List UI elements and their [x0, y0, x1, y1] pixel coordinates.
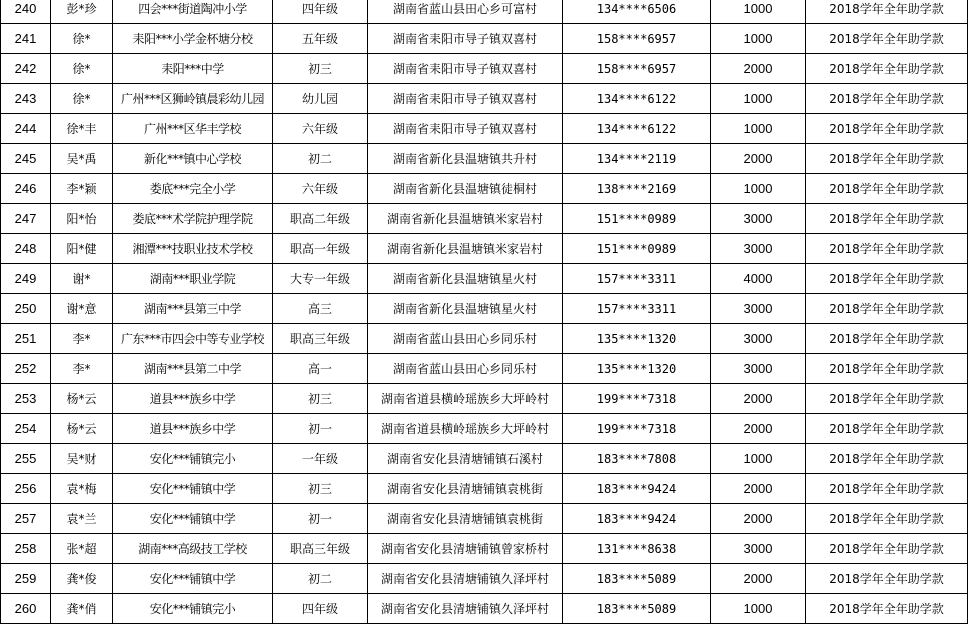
table-row — [1, 114, 968, 144]
cell-student-name: 龚*俊 — [51, 564, 113, 594]
cell-serial-number: 250 — [1, 294, 51, 324]
cell-grade: 大专一年级 — [273, 264, 368, 294]
cell-school: 耒阳***小学金杯塘分校 — [113, 24, 273, 54]
cell-home-address: 湖南省新化县温塘镇星火村 — [368, 264, 563, 294]
cell-serial-number: 249 — [1, 264, 51, 294]
cell-school: 湖南***县第二中学 — [113, 354, 273, 384]
cell-note: 2018学年全年助学款 — [806, 144, 968, 174]
cell-grade: 六年级 — [273, 114, 368, 144]
cell-grade: 六年级 — [273, 174, 368, 204]
cell-home-address: 湖南省蓝山县田心乡同乐村 — [368, 354, 563, 384]
cell-note: 2018学年全年助学款 — [806, 234, 968, 264]
cell-phone: 158****6957 — [563, 24, 711, 54]
cell-school: 湖南***职业学院 — [113, 264, 273, 294]
cell-phone: 183****9424 — [563, 474, 711, 504]
table-row — [1, 504, 968, 534]
cell-student-name: 张*超 — [51, 534, 113, 564]
cell-home-address: 湖南省新化县温塘镇徒桐村 — [368, 174, 563, 204]
cell-amount: 3000 — [711, 324, 806, 354]
table-row — [1, 564, 968, 594]
cell-grade: 幼儿园 — [273, 84, 368, 114]
cell-note: 2018学年全年助学款 — [806, 204, 968, 234]
cell-serial-number: 255 — [1, 444, 51, 474]
cell-home-address: 湖南省新化县温塘镇共升村 — [368, 144, 563, 174]
cell-school: 娄底***术学院护理学院 — [113, 204, 273, 234]
table-row — [1, 294, 968, 324]
cell-serial-number: 240 — [1, 0, 51, 24]
cell-grade: 四年级 — [273, 594, 368, 624]
cell-amount: 2000 — [711, 144, 806, 174]
cell-note: 2018学年全年助学款 — [806, 0, 968, 24]
cell-grade: 一年级 — [273, 444, 368, 474]
cell-home-address: 湖南省蓝山县田心乡可富村 — [368, 0, 563, 24]
cell-grade: 初二 — [273, 564, 368, 594]
cell-school: 湘潭***技职业技术学校 — [113, 234, 273, 264]
cell-serial-number: 246 — [1, 174, 51, 204]
cell-serial-number: 243 — [1, 84, 51, 114]
cell-amount: 1000 — [711, 594, 806, 624]
table-row — [1, 0, 968, 24]
cell-school: 娄底***完全小学 — [113, 174, 273, 204]
cell-home-address: 湖南省耒阳市导子镇双喜村 — [368, 24, 563, 54]
cell-student-name: 吴*禹 — [51, 144, 113, 174]
table-row — [1, 84, 968, 114]
cell-school: 四会***街道陶冲小学 — [113, 0, 273, 24]
cell-phone: 134****6122 — [563, 114, 711, 144]
cell-phone: 134****6506 — [563, 0, 711, 24]
cell-school: 安化***铺镇中学 — [113, 564, 273, 594]
cell-note: 2018学年全年助学款 — [806, 534, 968, 564]
cell-student-name: 徐* — [51, 84, 113, 114]
table-row — [1, 264, 968, 294]
cell-amount: 2000 — [711, 414, 806, 444]
cell-amount: 3000 — [711, 234, 806, 264]
table-row — [1, 534, 968, 564]
cell-phone: 135****1320 — [563, 324, 711, 354]
cell-serial-number: 260 — [1, 594, 51, 624]
cell-student-name: 杨*云 — [51, 384, 113, 414]
cell-phone: 151****0989 — [563, 234, 711, 264]
table-row — [1, 174, 968, 204]
cell-student-name: 谢* — [51, 264, 113, 294]
cell-phone: 158****6957 — [563, 54, 711, 84]
cell-grade: 职高三年级 — [273, 534, 368, 564]
cell-home-address: 湖南省耒阳市导子镇双喜村 — [368, 84, 563, 114]
cell-grade: 初一 — [273, 414, 368, 444]
cell-amount: 3000 — [711, 534, 806, 564]
cell-serial-number: 253 — [1, 384, 51, 414]
cell-serial-number: 259 — [1, 564, 51, 594]
cell-school: 安化***铺镇中学 — [113, 474, 273, 504]
cell-amount: 3000 — [711, 294, 806, 324]
cell-serial-number: 251 — [1, 324, 51, 354]
cell-student-name: 彭*珍 — [51, 0, 113, 24]
cell-note: 2018学年全年助学款 — [806, 414, 968, 444]
cell-phone: 131****8638 — [563, 534, 711, 564]
cell-student-name: 阳*怡 — [51, 204, 113, 234]
cell-note: 2018学年全年助学款 — [806, 564, 968, 594]
cell-serial-number: 241 — [1, 24, 51, 54]
cell-note: 2018学年全年助学款 — [806, 384, 968, 414]
cell-note: 2018学年全年助学款 — [806, 84, 968, 114]
cell-grade: 五年级 — [273, 24, 368, 54]
cell-grade: 初三 — [273, 384, 368, 414]
cell-grade: 职高一年级 — [273, 234, 368, 264]
cell-home-address: 湖南省安化县清塘铺镇久泽坪村 — [368, 594, 563, 624]
cell-grade: 职高二年级 — [273, 204, 368, 234]
cell-home-address: 湖南省道县横岭瑶族乡大坪岭村 — [368, 384, 563, 414]
cell-note: 2018学年全年助学款 — [806, 114, 968, 144]
cell-amount: 3000 — [711, 354, 806, 384]
cell-phone: 183****5089 — [563, 594, 711, 624]
cell-phone: 138****2169 — [563, 174, 711, 204]
cell-student-name: 龚*俏 — [51, 594, 113, 624]
cell-home-address: 湖南省蓝山县田心乡同乐村 — [368, 324, 563, 354]
cell-grade: 高三 — [273, 294, 368, 324]
cell-amount: 2000 — [711, 384, 806, 414]
table-row — [1, 54, 968, 84]
cell-phone: 199****7318 — [563, 384, 711, 414]
cell-note: 2018学年全年助学款 — [806, 594, 968, 624]
cell-student-name: 谢*意 — [51, 294, 113, 324]
cell-school: 安化***铺镇完小 — [113, 444, 273, 474]
cell-student-name: 李* — [51, 354, 113, 384]
cell-note: 2018学年全年助学款 — [806, 294, 968, 324]
cell-phone: 157****3311 — [563, 294, 711, 324]
cell-school: 道县***族乡中学 — [113, 414, 273, 444]
cell-amount: 1000 — [711, 114, 806, 144]
cell-amount: 2000 — [711, 474, 806, 504]
cell-amount: 2000 — [711, 54, 806, 84]
cell-school: 安化***铺镇完小 — [113, 594, 273, 624]
cell-home-address: 湖南省安化县清塘铺镇袁桃街 — [368, 504, 563, 534]
cell-phone: 183****5089 — [563, 564, 711, 594]
cell-amount: 3000 — [711, 204, 806, 234]
cell-student-name: 李*颖 — [51, 174, 113, 204]
cell-student-name: 吴*财 — [51, 444, 113, 474]
cell-home-address: 湖南省安化县清塘铺镇久泽坪村 — [368, 564, 563, 594]
cell-student-name: 袁*兰 — [51, 504, 113, 534]
cell-grade: 初二 — [273, 144, 368, 174]
cell-student-name: 阳*健 — [51, 234, 113, 264]
cell-school: 湖南***高级技工学校 — [113, 534, 273, 564]
cell-grade: 高一 — [273, 354, 368, 384]
table-row — [1, 594, 968, 624]
cell-note: 2018学年全年助学款 — [806, 324, 968, 354]
cell-amount: 2000 — [711, 564, 806, 594]
cell-note: 2018学年全年助学款 — [806, 474, 968, 504]
cell-home-address: 湖南省耒阳市导子镇双喜村 — [368, 54, 563, 84]
cell-serial-number: 252 — [1, 354, 51, 384]
cell-phone: 157****3311 — [563, 264, 711, 294]
cell-phone: 134****2119 — [563, 144, 711, 174]
table-row — [1, 24, 968, 54]
table-row — [1, 234, 968, 264]
cell-serial-number: 247 — [1, 204, 51, 234]
cell-amount: 1000 — [711, 84, 806, 114]
table-row — [1, 384, 968, 414]
cell-note: 2018学年全年助学款 — [806, 54, 968, 84]
table-row — [1, 354, 968, 384]
cell-student-name: 杨*云 — [51, 414, 113, 444]
cell-home-address: 湖南省新化县温塘镇星火村 — [368, 294, 563, 324]
table-row — [1, 204, 968, 234]
cell-home-address: 湖南省安化县清塘铺镇袁桃街 — [368, 474, 563, 504]
cell-note: 2018学年全年助学款 — [806, 354, 968, 384]
cell-phone: 134****6122 — [563, 84, 711, 114]
cell-note: 2018学年全年助学款 — [806, 264, 968, 294]
table-body — [1, 0, 968, 624]
cell-home-address: 湖南省安化县清塘铺镇石溪村 — [368, 444, 563, 474]
cell-student-name: 徐* — [51, 24, 113, 54]
cell-student-name: 徐* — [51, 54, 113, 84]
cell-serial-number: 257 — [1, 504, 51, 534]
cell-serial-number: 258 — [1, 534, 51, 564]
cell-school: 新化***镇中心学校 — [113, 144, 273, 174]
cell-amount: 1000 — [711, 24, 806, 54]
cell-phone: 183****9424 — [563, 504, 711, 534]
cell-home-address: 湖南省安化县清塘铺镇曾家桥村 — [368, 534, 563, 564]
cell-home-address: 湖南省新化县温塘镇米家岩村 — [368, 234, 563, 264]
cell-serial-number: 245 — [1, 144, 51, 174]
cell-student-name: 李* — [51, 324, 113, 354]
cell-school: 安化***铺镇中学 — [113, 504, 273, 534]
cell-serial-number: 254 — [1, 414, 51, 444]
cell-amount: 1000 — [711, 444, 806, 474]
cell-school: 湖南***县第三中学 — [113, 294, 273, 324]
cell-amount: 2000 — [711, 504, 806, 534]
cell-phone: 183****7808 — [563, 444, 711, 474]
cell-amount: 1000 — [711, 174, 806, 204]
cell-phone: 135****1320 — [563, 354, 711, 384]
table-row — [1, 324, 968, 354]
table-row — [1, 474, 968, 504]
cell-student-name: 徐*丰 — [51, 114, 113, 144]
cell-school: 耒阳***中学 — [113, 54, 273, 84]
cell-serial-number: 248 — [1, 234, 51, 264]
cell-note: 2018学年全年助学款 — [806, 24, 968, 54]
cell-home-address: 湖南省耒阳市导子镇双喜村 — [368, 114, 563, 144]
cell-school: 广州***区狮岭镇晨彩幼儿园 — [113, 84, 273, 114]
cell-student-name: 袁*梅 — [51, 474, 113, 504]
cell-school: 广东***市四会中等专业学校 — [113, 324, 273, 354]
cell-home-address: 湖南省新化县温塘镇米家岩村 — [368, 204, 563, 234]
cell-grade: 初三 — [273, 54, 368, 84]
table-row — [1, 414, 968, 444]
cell-phone: 151****0989 — [563, 204, 711, 234]
cell-grade: 初三 — [273, 474, 368, 504]
cell-note: 2018学年全年助学款 — [806, 444, 968, 474]
cell-note: 2018学年全年助学款 — [806, 504, 968, 534]
cell-amount: 4000 — [711, 264, 806, 294]
cell-grade: 职高三年级 — [273, 324, 368, 354]
cell-phone: 199****7318 — [563, 414, 711, 444]
cell-serial-number: 242 — [1, 54, 51, 84]
cell-grade: 初一 — [273, 504, 368, 534]
cell-note: 2018学年全年助学款 — [806, 174, 968, 204]
cell-school: 道县***族乡中学 — [113, 384, 273, 414]
cell-serial-number: 256 — [1, 474, 51, 504]
table-row — [1, 144, 968, 174]
cell-home-address: 湖南省道县横岭瑶族乡大坪岭村 — [368, 414, 563, 444]
cell-amount: 1000 — [711, 0, 806, 24]
cell-serial-number: 244 — [1, 114, 51, 144]
cell-school: 广州***区华丰学校 — [113, 114, 273, 144]
cell-grade: 四年级 — [273, 0, 368, 24]
table-row — [1, 444, 968, 474]
